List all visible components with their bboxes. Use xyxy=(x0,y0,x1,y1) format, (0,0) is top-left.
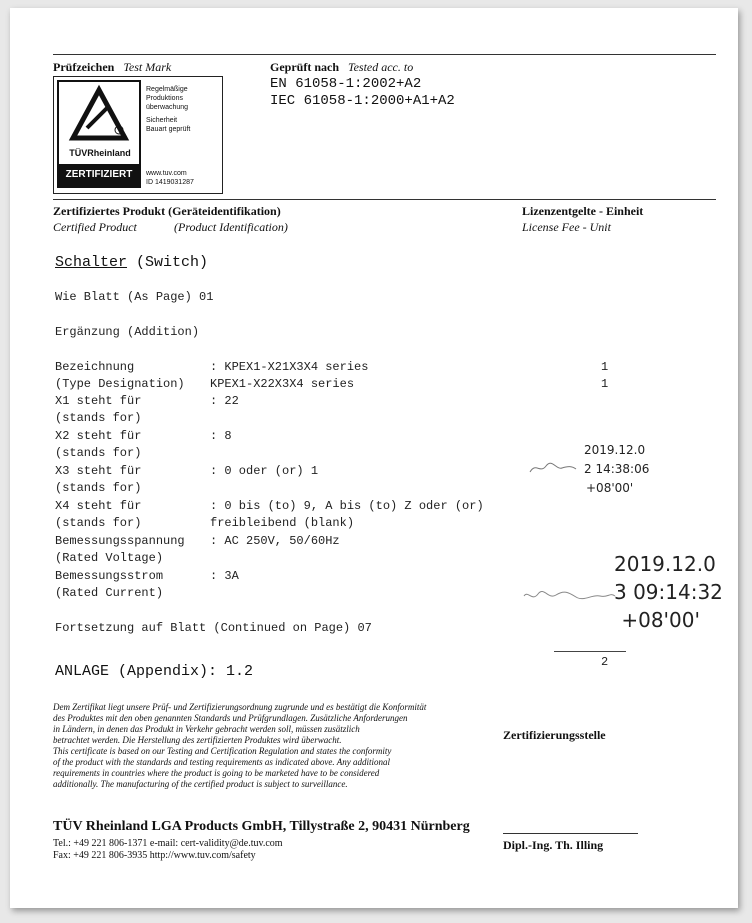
page-number: 2 xyxy=(601,655,609,669)
spec-sublabel: (stands for) xyxy=(55,411,142,425)
spec-value: : KPEX1-X21X3X4 series xyxy=(210,360,369,374)
signature-stamp-2 xyxy=(614,550,723,634)
logo-line-2: Produktions xyxy=(146,95,183,102)
spec-value: : 3A xyxy=(210,569,239,583)
signatory-name: Dipl.-Ing. Th. Illing xyxy=(503,838,604,852)
logo-line-5: Bauart geprüft xyxy=(146,126,191,133)
tested-en: Tested acc. to xyxy=(348,60,414,74)
spec-value: freibleibend (blank) xyxy=(210,516,355,530)
logo-line-4: Sicherheit xyxy=(146,117,178,124)
standard-2: IEC 61058-1:2000+A1+A2 xyxy=(270,93,455,109)
certification-body-label: Zertifizierungsstelle xyxy=(503,728,606,742)
product-title xyxy=(55,254,208,271)
test-mark-en: Test Mark xyxy=(123,60,172,74)
stamp-2-line-1: 2019.12.0 xyxy=(614,552,716,576)
license-heading-en: License Fee - Unit xyxy=(522,220,611,234)
spec-value: : 0 oder (or) 1 xyxy=(210,464,319,478)
top-rule xyxy=(53,54,716,55)
spec-value: : 8 xyxy=(210,429,232,443)
tuv-triangle-icon xyxy=(59,84,139,144)
logo-url: www.tuv.com xyxy=(146,170,187,177)
stamp-2-line-3: +08'00' xyxy=(621,608,700,632)
tested-de: Geprüft nach xyxy=(270,60,339,74)
spec-sublabel: (stands for) xyxy=(55,446,142,460)
section-rule xyxy=(53,199,716,200)
legal-en-3: requirements in countries where the product is going to be marketed have to be considered xyxy=(53,768,380,778)
license-heading-de: Lizenzentgelte - Einheit xyxy=(522,204,644,218)
spec-sublabel: (stands for) xyxy=(55,481,142,495)
contact-tel: Tel.: +49 221 806-1371 e-mail: cert-validity@de.tuv.com xyxy=(53,838,283,849)
addition: Ergänzung (Addition) xyxy=(55,325,200,339)
company-address: TÜV Rheinland LGA Products GmbH, Tillystraße 2, 90431 Nürnberg xyxy=(53,819,470,834)
legal-de-3: in Ländern, in denen das Produkt in Verkehr gebracht werden soll, müssen zusätzlich xyxy=(53,724,360,734)
product-title-de: Schalter xyxy=(55,254,128,271)
legal-en-2: of the product with the standards and testing requirements as indicated above. Any additional xyxy=(53,757,390,767)
product-heading-de: Zertifiziertes Produkt (Geräteidentifikation) xyxy=(53,204,281,218)
tuv-mark xyxy=(57,80,141,188)
legal-en-4: additionally. The manufacturing of the certified product is subject to surveillance. xyxy=(53,779,348,789)
fee-value: 1 xyxy=(601,377,609,391)
stamp-1-line-3: +08'00' xyxy=(586,481,634,495)
spec-label: X1 steht für xyxy=(55,394,142,408)
product-title-en: (Switch) xyxy=(136,254,209,271)
spec-sublabel: (Type Designation) xyxy=(55,377,185,391)
certificate-page xyxy=(10,8,738,908)
legal-de-1: Dem Zertifikat liegt unsere Prüf- und Zertifizierungsordnung zugrunde und es bestätigt die Konformität xyxy=(53,702,427,712)
test-mark-de: Prüfzeichen xyxy=(53,60,115,74)
signature-line xyxy=(503,833,638,834)
spec-value: KPEX1-X22X3X4 series xyxy=(210,377,355,391)
test-mark-heading xyxy=(53,60,171,75)
signature-stamp-1 xyxy=(584,441,649,498)
legal-en-1: This certificate is based on our Testing and Certification Regulation and states the conformity xyxy=(53,746,392,756)
certified-band: ZERTIFIZIERT xyxy=(59,164,139,186)
spec-label: Bezeichnung xyxy=(55,360,135,374)
spec-label: X3 steht für xyxy=(55,464,142,478)
product-heading-en-2: (Product Identification) xyxy=(174,220,288,234)
tuv-brand: TÜVRheinland xyxy=(69,148,131,158)
spec-label: X2 steht für xyxy=(55,429,142,443)
product-heading-en-1: Certified Product xyxy=(53,220,137,234)
stamp-2-line-2: 3 09:14:32 xyxy=(614,580,723,604)
tuv-logo xyxy=(53,76,223,194)
spec-value: : AC 250V, 50/60Hz xyxy=(210,534,340,548)
stamp-1-line-1: 2019.12.0 xyxy=(584,443,646,457)
page-number-rule xyxy=(554,651,626,652)
spec-sublabel: (Rated Current) xyxy=(55,586,164,600)
legal-de-4: betrachtet werden. Die Herstellung des zertifizierten Produktes wird überwacht. xyxy=(53,735,342,745)
continued-note: Fortsetzung auf Blatt (Continued on Page) 07 xyxy=(55,621,372,635)
spec-sublabel: (Rated Voltage) xyxy=(55,551,164,565)
fee-value: 1 xyxy=(601,360,609,374)
page-ref: Wie Blatt (As Page) 01 xyxy=(55,290,214,304)
contact-fax: Fax: +49 221 806-3935 http://www.tuv.com/safety xyxy=(53,850,256,861)
spec-label: Bemessungsspannung xyxy=(55,534,185,548)
tested-heading xyxy=(270,60,413,75)
spec-label: Bemessungsstrom xyxy=(55,569,164,583)
logo-line-1: Regelmäßige xyxy=(146,86,188,93)
spec-value: : 22 xyxy=(210,394,239,408)
appendix: ANLAGE (Appendix): 1.2 xyxy=(55,663,254,680)
legal-de-2: des Produktes mit den oben genannten Standards und Prüfgrundlagen. Zusätzliche Anforderungen xyxy=(53,713,408,723)
logo-id: ID 1419031287 xyxy=(146,179,194,186)
standard-1: EN 61058-1:2002+A2 xyxy=(270,76,422,92)
spec-sublabel: (stands for) xyxy=(55,516,142,530)
signature-scribble-2 xyxy=(522,588,617,604)
stamp-1-line-2: 2 14:38:06 xyxy=(584,462,650,476)
signature-scribble-1 xyxy=(528,460,578,476)
spec-label: X4 steht für xyxy=(55,499,142,513)
logo-line-3: überwachung xyxy=(146,104,189,111)
spec-value: : 0 bis (to) 9, A bis (to) Z oder (or) xyxy=(210,499,484,513)
